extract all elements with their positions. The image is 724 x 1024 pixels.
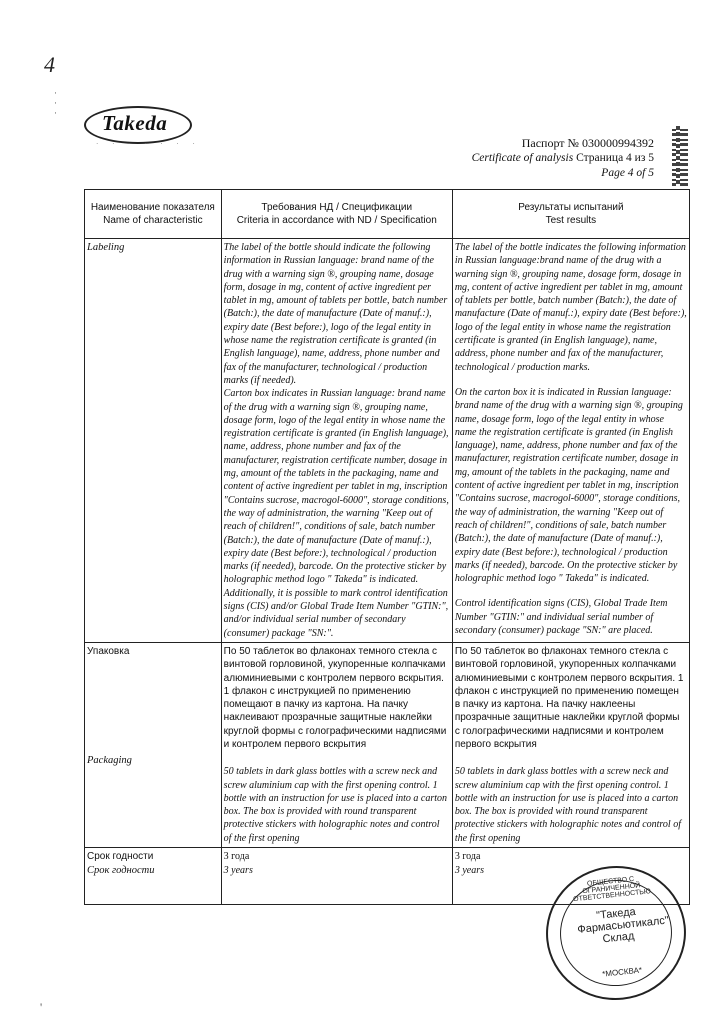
criteria-packaging-ru: По 50 таблеток во флаконах темного стекла с винтовой горловиной, укупоренные колпачками алюминиевыми с контролем первого вскрытия. 1 флакон с инструкцией по применению помещают в пачку из картона. На пачку наклеивают прозрачные защитные наклейки круглой формы с голографическими надписями и контролем первого вскрытия xyxy=(223,645,447,750)
scan-noise: · · · · · · · xyxy=(96,140,201,148)
row-name-shelf-life xyxy=(85,848,222,905)
column-header-en: Criteria in accordance with ND / Specification xyxy=(236,215,437,226)
table-row-labeling xyxy=(85,239,690,643)
row-name-labeling: Labeling xyxy=(85,239,222,643)
stamp-center-text: "Такеда Фармасьютикалс" Склад xyxy=(576,905,670,946)
passport-number: Паспорт № 030000994392 xyxy=(521,136,654,150)
results-packaging-en: 50 tablets in dark glass bottles with a screw neck and screw aluminium cap with the first opening control. 1 bottle with an instruction for use is placed into a carton box. The box is provided with round transparent protective stickers with holographic notes and control of the first opening xyxy=(454,766,681,844)
criteria-shelf-life-ru: 3 года xyxy=(223,851,250,863)
criteria-bottle-label: The label of the bottle should indicate the following information in Russian language: brand name of the drug with a warning sign ®, grouping name, dosage form, dosage in mg, content of active ingredient per tablet in mg, amount of tablets per bottle, batch number (Batch:), the date of manufacture (Date of manuf.:), expiry date (Best before:), logo of the legal entity in whose name the registration certificate is granted (in English language), name, address, phone number and fax of the manufacturer, technological / production marks (if needed). xyxy=(223,242,448,386)
stamp-bottom-text: *МОСКВА* xyxy=(601,965,643,979)
stamp-top-text: ОБЩЕСТВО С ОГРАНИЧЕННОЙ ОТВЕТСТВЕННОСТЬЮ xyxy=(572,875,652,904)
criteria-packaging-en: 50 tablets in dark glass bottles with a screw neck and screw aluminium cap with the first opening control. 1 bottle with an instruction for use is placed into a carton box. The box is provided with round transparent protective stickers with holographic notes and control of the first opening xyxy=(223,766,447,844)
row-name-packaging-en: Packaging xyxy=(87,755,132,767)
row-name-shelf-life-en: Срок годности xyxy=(87,865,155,877)
row-name-packaging-ru: Упаковка xyxy=(87,645,130,657)
specification-table xyxy=(84,189,690,905)
column-header-criteria xyxy=(221,190,452,239)
results-labeling xyxy=(452,239,689,643)
scan-tick: ' xyxy=(40,1000,43,1014)
table-header-row xyxy=(85,190,690,239)
column-header-en: Name of characteristic xyxy=(103,215,203,226)
certificate-label-en: Certificate of analysis xyxy=(471,152,574,164)
row-name-packaging xyxy=(85,642,222,847)
barcode-icon xyxy=(672,126,688,186)
result-bottle-label: The label of the bottle indicates the following information in Russian language:brand name of the drug with a warning sign ®, grouping name, dosage form, dosage in mg, content of active ingredient per tablet in mg, amount of tablets per bottle, batch number (Batch:), the date of manufacture (Date of manuf.:), expiry date (Best before:), logo of the legal entity in whose name the registration certificate is granted (in English language), name, address, phone number and fax of the manufacturer, technological / production marks. xyxy=(454,242,687,373)
criteria-shelf-life-en: 3 years xyxy=(223,865,253,877)
column-header-ru: Результаты испытаний xyxy=(518,202,624,213)
logo-word: Takeda xyxy=(102,111,168,135)
handwritten-page-mark: 4 xyxy=(44,52,55,77)
results-packaging-ru: По 50 таблеток во флаконах темного стекла с винтовой горловиной, укупоренных колпачками алюминиевыми с контролем первого вскрытия. 1 флакон с инструкцией по применению помещен в пачку из картона. На пачку наклеены прозрачные защитные наклейки круглой формы с голографическими надписями и контролем первого вскрытия xyxy=(454,645,684,750)
scan-specks: · · · xyxy=(54,88,57,118)
criteria-labeling xyxy=(221,239,452,643)
criteria-shelf-life xyxy=(221,848,452,905)
column-header-name xyxy=(85,190,222,239)
column-header-ru: Наименование показателя xyxy=(90,202,215,213)
table-row-packaging xyxy=(85,642,690,847)
results-shelf-life-en: 3 years xyxy=(454,865,484,877)
column-header-en: Test results xyxy=(545,215,597,226)
result-cis-marks: Control identification signs (CIS), Global Trade Item Number "GTIN:" and individual serial number of secondary (consumer) package "SN:" are placed. xyxy=(454,598,668,637)
certificate-page-ru: Страница 4 из 5 xyxy=(576,152,654,164)
row-name-shelf-life-ru: Срок годности xyxy=(87,851,154,863)
results-shelf-life-ru: 3 года xyxy=(454,851,481,863)
certificate-line xyxy=(472,151,654,166)
result-carton-box: On the carton box it is indicated in Russian language: brand name of the drug with a warning sign ®, grouping name, dosage form, logo of the legal entity in whose name the registration certificate is granted (in English language), name, address, phone number and fax of the manufacturer, registration certificate number, dosage in mg, amount of the tablets in the packaging, name and content of active ingredient per tablet in mg, inscription "Contains sucrose, macrogol-6000", storage conditions, the way of administration, the warning "Keep out of reach of children!", conditions of sale, batch number (Batch:), the date of manufacture (Date of manuf.:), expiry date (Best before:), technological / production marks (if needed), barcode. On the protective sticker by holographic method logo " Takeda" is indicated. xyxy=(454,386,683,585)
column-header-results xyxy=(452,190,689,239)
results-packaging xyxy=(452,642,689,847)
column-header-ru: Требования НД / Спецификации xyxy=(261,202,413,213)
criteria-packaging xyxy=(221,642,452,847)
criteria-carton-box: Carton box indicates in Russian language: brand name of the drug with a warning sign ®, grouping name, dosage form, logo of the legal entity in whose name the registration certificate is granted (in English language), name, address, phone number and fax of the manufacturer, registration certificate number, dosage in mg, amount of the tablets in the packaging, name and content of active ingredient per tablet in mg, inscription "Contains sucrose, macrogol-6000", storage conditions, the way of administration, the warning "Keep out of reach of children!", conditions of sale, batch number (Batch:), the date of manufacture (Date of manuf.:), expiry date (Best before:), technological / production marks (if needed), barcode. On the protective sticker by holographic method logo " Takeda" is indicated. Additionally, it is possible to mark control identification signs (CIS) and/or Global Trade Item Number "GTIN:", and/or individual serial number of secondary (consumer) package "SN:". xyxy=(223,388,449,639)
page-number-en: Page 4 of 5 xyxy=(601,167,654,179)
document-header xyxy=(472,136,654,181)
